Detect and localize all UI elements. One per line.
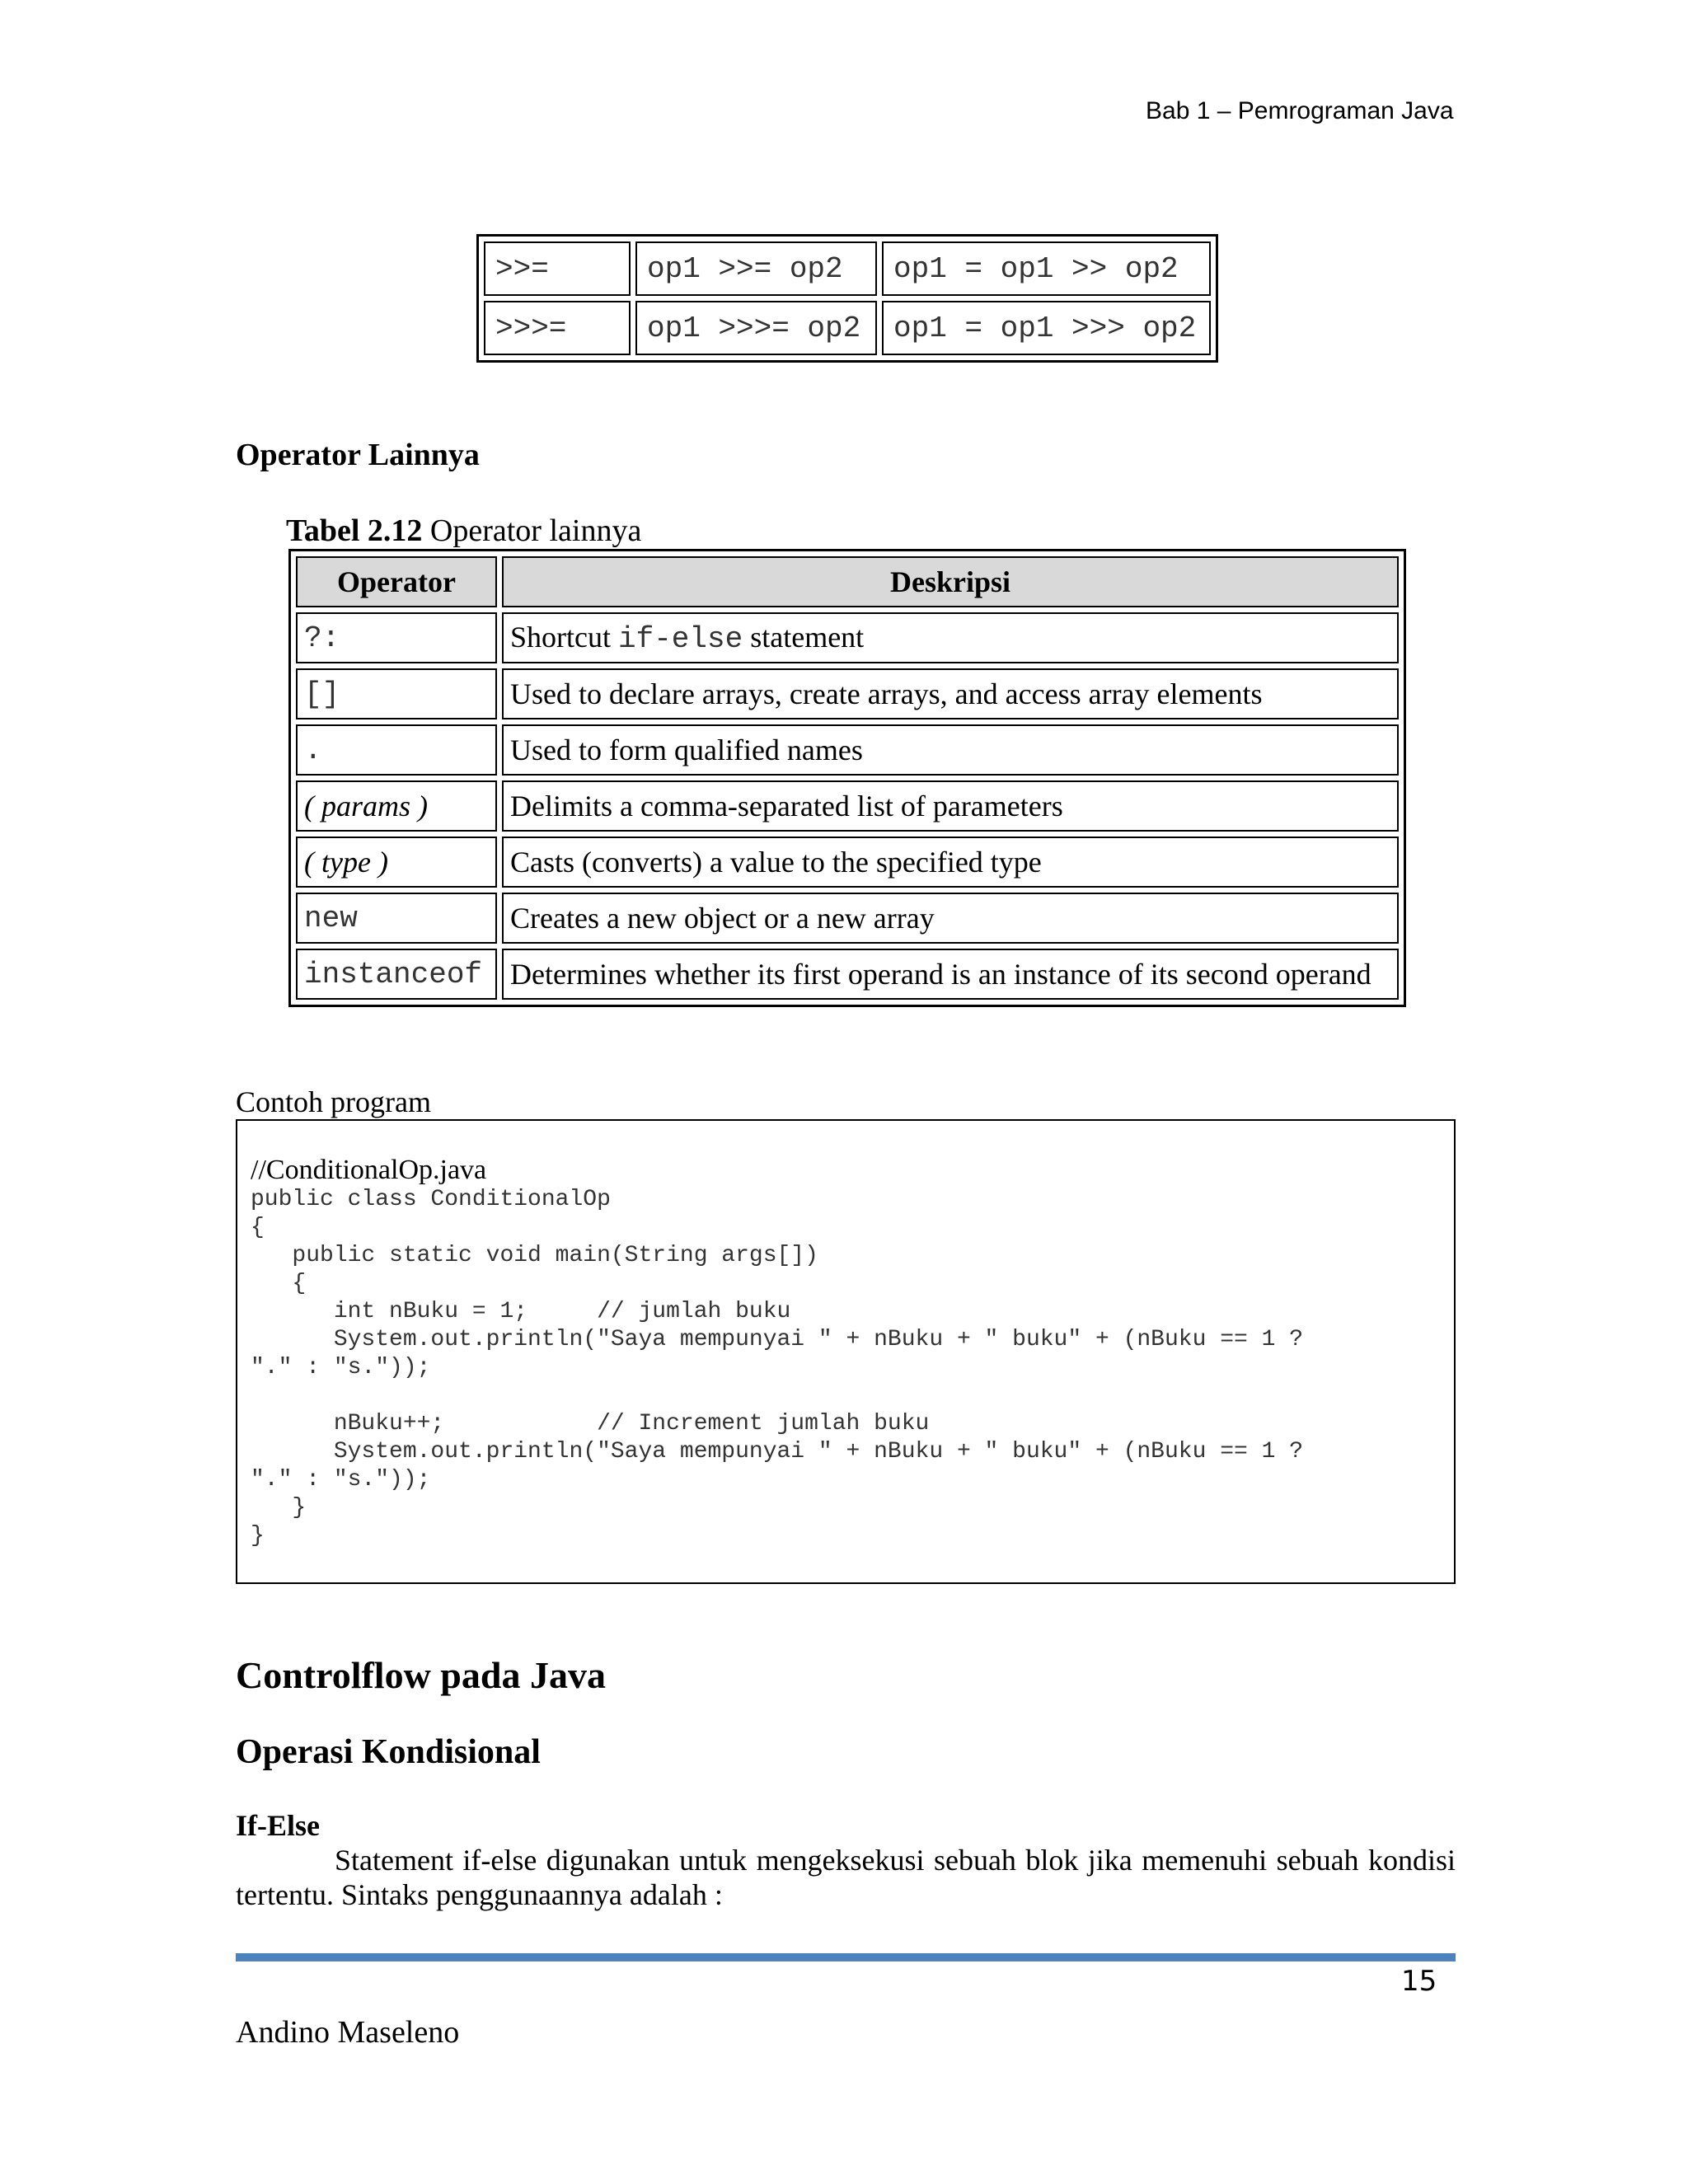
operator-cell: instanceof bbox=[296, 949, 497, 1000]
shift-assignment-table bbox=[476, 234, 1218, 363]
table-caption-text: Operator lainnya bbox=[422, 513, 642, 548]
table-cell: op1 = op1 >>> op2 bbox=[882, 301, 1211, 355]
table-row bbox=[296, 893, 1399, 944]
code-listing: public class ConditionalOp { public static void main(String args[]) { int nBuku = 1; // jumlah buku System.out.println("Saya mempunyai " + nBuku + " buku" + (nBuku == 1 ? "." : "s.")); nBuku++; // Increment jumlah buku System.out.println("Saya mempunyai " + nBuku + " buku" + (nBuku == 1 ? "." : "s.")); } } bbox=[251, 1187, 1304, 1549]
table-caption-label: Tabel 2.12 bbox=[286, 513, 423, 548]
table-row bbox=[484, 301, 1211, 355]
operator-cell bbox=[296, 837, 497, 888]
column-header-operator: Operator bbox=[296, 556, 497, 607]
table-row bbox=[296, 724, 1399, 776]
description-cell: Casts (converts) a value to the specified type bbox=[502, 837, 1399, 888]
table-row bbox=[296, 837, 1399, 888]
operator-placeholder: params bbox=[321, 790, 411, 823]
paren: ( bbox=[304, 790, 321, 823]
table-row bbox=[484, 241, 1211, 296]
column-header-deskripsi: Deskripsi bbox=[502, 556, 1399, 607]
operator-placeholder: type bbox=[321, 846, 371, 879]
section-heading-operator-lainnya: Operator Lainnya bbox=[236, 438, 480, 472]
page-number: 15 bbox=[1401, 1965, 1437, 1998]
table-row bbox=[296, 780, 1399, 832]
table-row bbox=[296, 668, 1399, 719]
table-cell: op1 = op1 >> op2 bbox=[882, 241, 1211, 296]
description-cell: Delimits a comma-separated list of parameters bbox=[502, 780, 1399, 832]
operator-cell: ?: bbox=[296, 612, 497, 663]
code-filename-comment: //ConditionalOp.java bbox=[251, 1155, 487, 1185]
operator-cell: . bbox=[296, 724, 497, 776]
description-cell: Creates a new object or a new array bbox=[502, 893, 1399, 944]
if-else-paragraph: Statement if-else digunakan untuk mengeksekusi sebuah blok jika memenuhi sebuah kondisi tertentu. Sintaks penggunaannya adalah : bbox=[236, 1844, 1456, 1911]
section-heading-operasi-kondisional: Operasi Kondisional bbox=[236, 1733, 541, 1771]
operator-table bbox=[288, 549, 1406, 1007]
description-cell: Used to form qualified names bbox=[502, 724, 1399, 776]
description-code: if-else bbox=[618, 622, 743, 656]
table-cell: >>= bbox=[484, 241, 631, 296]
table-row bbox=[296, 949, 1399, 1000]
description-cell: Determines whether its first operand is an instance of its second operand bbox=[502, 949, 1399, 1000]
description-text: statement bbox=[743, 621, 865, 654]
description-cell: Used to declare arrays, create arrays, and access array elements bbox=[502, 668, 1399, 719]
paren: ) bbox=[370, 846, 388, 879]
table-caption bbox=[286, 513, 641, 549]
description-cell bbox=[502, 612, 1399, 663]
running-header: Bab 1 – Pemrograman Java bbox=[1146, 97, 1454, 124]
table-row bbox=[296, 612, 1399, 663]
operator-cell bbox=[296, 780, 497, 832]
example-label: Contoh program bbox=[236, 1085, 431, 1118]
section-heading-if-else: If-Else bbox=[236, 1809, 320, 1842]
footer-rule bbox=[236, 1953, 1456, 1961]
paren: ( bbox=[304, 846, 321, 879]
table-header-row bbox=[296, 556, 1399, 607]
section-heading-controlflow: Controlflow pada Java bbox=[236, 1654, 606, 1696]
table-cell: op1 >>>= op2 bbox=[635, 301, 877, 355]
table-cell: >>>= bbox=[484, 301, 631, 355]
operator-cell: [] bbox=[296, 668, 497, 719]
author-name: Andino Maseleno bbox=[236, 2015, 460, 2050]
table-cell: op1 >>= op2 bbox=[635, 241, 877, 296]
operator-cell: new bbox=[296, 893, 497, 944]
description-text: Shortcut bbox=[510, 621, 618, 654]
paren: ) bbox=[410, 790, 429, 823]
